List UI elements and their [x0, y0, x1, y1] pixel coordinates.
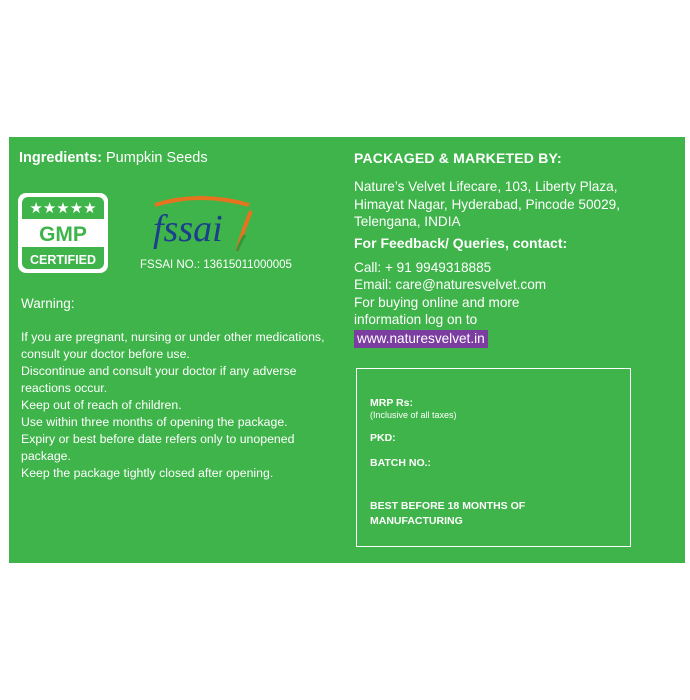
warning-line: If you are pregnant, nursing or under other medications, [21, 330, 325, 344]
fssai-logo-text: fssai [153, 208, 223, 250]
certified-text: CERTIFIED [30, 253, 96, 267]
pkd-label: PKD: [370, 432, 396, 444]
fssai-logo [145, 195, 255, 253]
warning-title: Warning: [21, 296, 75, 311]
warning-line: reactions occur. [21, 381, 108, 395]
marketer-info [354, 150, 674, 348]
contact-details: Call: + 91 9949318885 Email: care@naturesvelvet.com For buying online and more information log on to [354, 259, 547, 327]
warning-line: Use within three months of opening the package. [21, 415, 288, 429]
mrp-label: MRP Rs: [370, 397, 413, 409]
best-before-line1: BEST BEFORE 18 MONTHS OF [370, 500, 526, 512]
marketer-address: Nature’s Velvet Lifecare, 103, Liberty Plaza, Himayat Nagar, Hyderabad, Pincode 50029, Telengana, INDIA [354, 179, 620, 229]
mrp-note: (Inclusive of all taxes) [370, 410, 457, 420]
warning-line: package. [21, 449, 71, 463]
gmp-certified-badge [17, 192, 109, 274]
gmp-stars: ★★★★★ [29, 199, 97, 217]
ingredients-label: Ingredients: [19, 150, 102, 166]
ingredients-value: Pumpkin Seeds [101, 150, 208, 166]
warning-line: consult your doctor before use. [21, 347, 190, 361]
batch-info-box [356, 368, 631, 547]
warning-line: Keep out of reach of children. [21, 398, 182, 412]
product-label [9, 137, 685, 563]
warning-list [21, 329, 351, 482]
website-link[interactable]: www.naturesvelvet.in [354, 330, 488, 348]
warning-line: Expiry or best before date refers only to unopened [21, 432, 295, 446]
warning-line: Discontinue and consult your doctor if any adverse [21, 364, 297, 378]
marketer-title: PACKAGED & MARKETED BY: [354, 150, 562, 166]
fssai-number: FSSAI NO.: 13615011000005 [140, 259, 292, 271]
gmp-text: GMP [39, 223, 87, 246]
batch-label: BATCH NO.: [370, 457, 432, 469]
best-before-line2: MANUFACTURING [370, 515, 463, 527]
warning-line: Keep the package tightly closed after opening. [21, 466, 274, 480]
ingredients-line [19, 150, 208, 166]
feedback-title: For Feedback/ Queries, contact: [354, 234, 568, 251]
